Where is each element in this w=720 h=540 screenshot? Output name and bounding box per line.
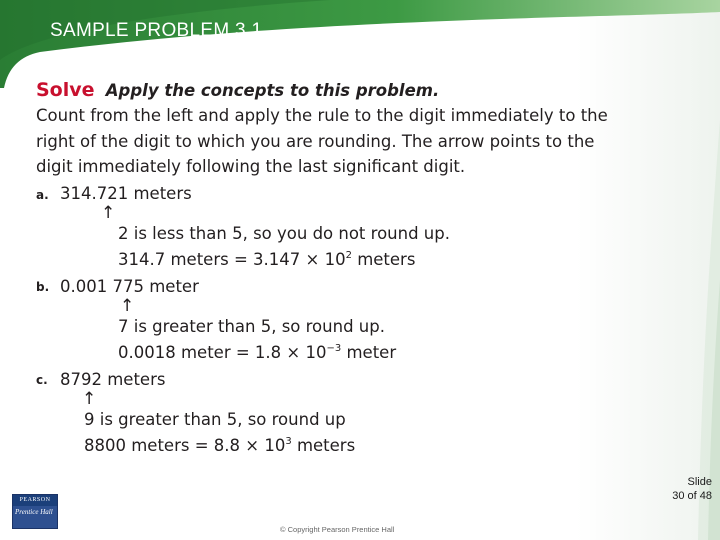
part-c-reason: 9 is greater than 5, so round up (84, 410, 346, 429)
copyright-text: © Copyright Pearson Prentice Hall (280, 525, 395, 534)
part-b-result (118, 343, 396, 362)
part-b-result-exponent: −3 (326, 343, 342, 354)
logo-top-text: PEARSON (13, 495, 57, 506)
part-c-result-exponent: 3 (285, 436, 292, 447)
intro-line-1: Count from the left and apply the rule to the digit immediately to the (36, 106, 608, 125)
part-b-reason: 7 is greater than 5, so round up. (118, 317, 385, 336)
part-a-result-exponent: 2 (345, 250, 352, 261)
part-a-result-unit: meters (351, 250, 416, 269)
part-a-reason: 2 is less than 5, so you do not round up. (118, 224, 450, 243)
part-a-value: 314.721 meters (60, 184, 192, 203)
intro-line-3: digit immediately following the last significant digit. (36, 157, 466, 176)
part-a-arrow-icon: ↑ (101, 203, 116, 223)
part-c-result (84, 436, 355, 455)
part-c-result-base: 8800 meters = 8.8 × 10 (84, 436, 286, 455)
part-c-label: c. (36, 373, 48, 387)
intro-line-2: right of the digit to which you are rounding. The arrow points to the (36, 132, 595, 151)
right-edge-decoration (680, 0, 720, 540)
solve-heading: Solve (36, 79, 95, 101)
part-b-value: 0.001 775 meter (60, 277, 199, 296)
solve-heading-line (36, 79, 439, 101)
part-b-label: b. (36, 280, 50, 294)
part-c-result-unit: meters (291, 436, 356, 455)
part-c-arrow-icon: ↑ (82, 389, 97, 409)
part-b-arrow-icon: ↑ (120, 296, 135, 316)
slide-count: 30 of 48 (672, 490, 712, 502)
part-c-value: 8792 meters (60, 370, 166, 389)
slide-label: Slide (687, 476, 712, 488)
part-b-result-base: 0.0018 meter = 1.8 × 10 (118, 343, 327, 362)
solve-instruction: Apply the concepts to this problem. (105, 81, 440, 100)
part-a-label: a. (36, 188, 49, 202)
part-a-result (118, 250, 415, 269)
part-a-result-base: 314.7 meters = 3.147 × 10 (118, 250, 346, 269)
part-b-result-unit: meter (341, 343, 397, 362)
slide-title: SAMPLE PROBLEM 3.1 (50, 20, 263, 41)
slide-number (672, 475, 712, 503)
pearson-logo (12, 494, 58, 529)
logo-bottom-text: Prentice Hall (15, 508, 53, 516)
